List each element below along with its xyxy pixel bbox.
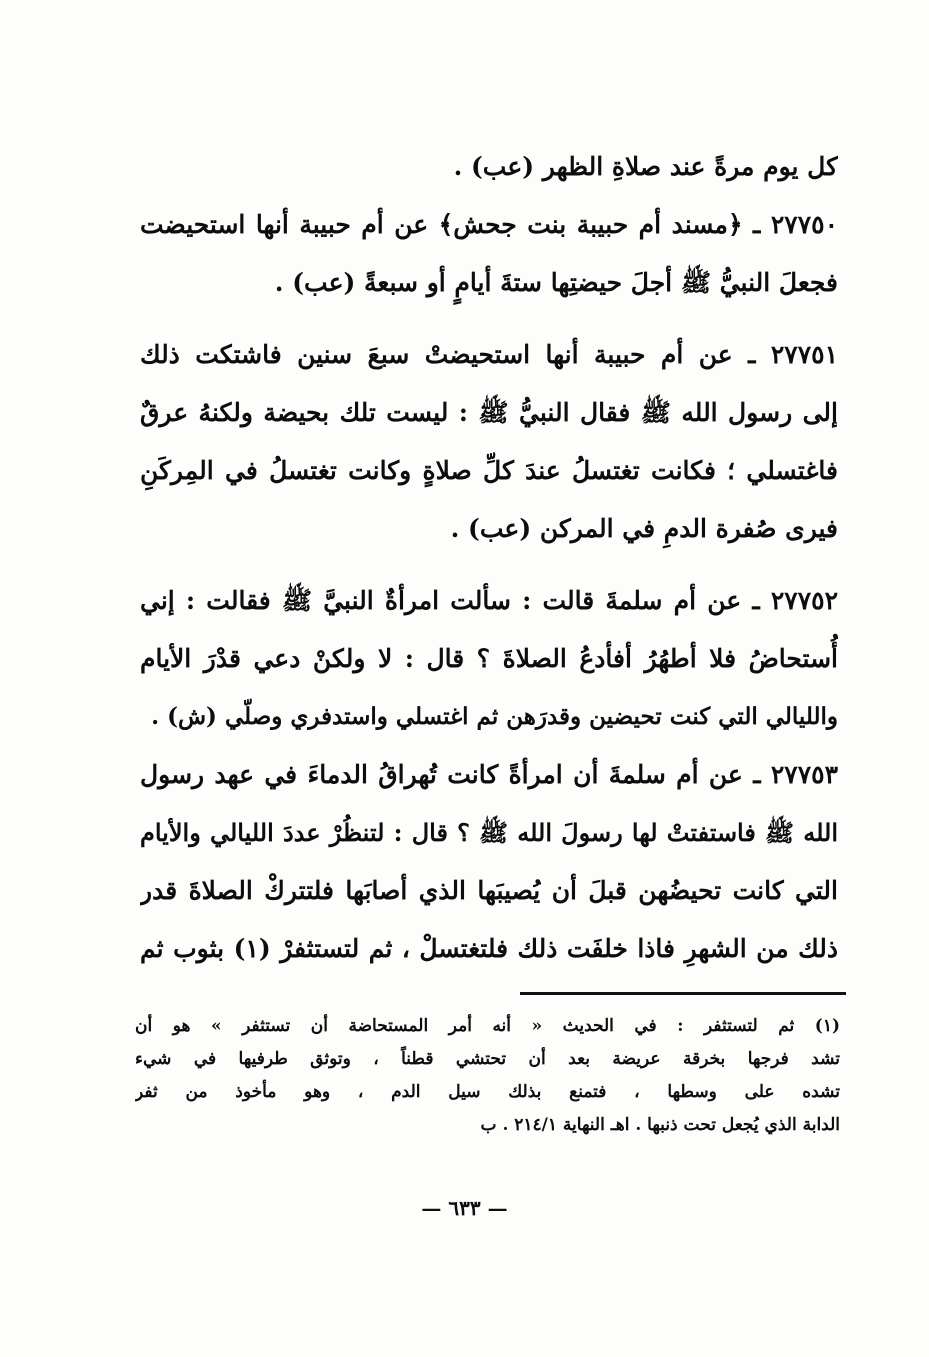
- footnote-divider: [520, 992, 846, 995]
- main-text: [140, 138, 838, 978]
- footnote-line: تشده على وسطها ، فتمنع بذلك سيل الدم ، وهو مأخوذ من ثفر: [135, 1082, 840, 1102]
- text-line: فيرى صُفرة الدمِ في المركن (عب) .: [450, 514, 838, 543]
- text-line: التي كانت تحيضُهن قبلَ أن يُصيبَها الذي أصابَها فلتتركْ الصلاةَ قدر: [140, 876, 838, 905]
- text-line: ٢٧٧٥٠ ـ ﴿مسند أم حبيبة بنت جحش﴾ عن أم حبيبة أنها استحيضت: [140, 210, 838, 239]
- footnote-line: تشد فرجها بخرقة عريضة بعد أن تحتشي قطناً ، وتوثق طرفيها في شيء: [135, 1049, 840, 1069]
- text-line: والليالي التي كنت تحيضين وقدرَهن ثم اغتسلي واستدفري وصلّي (ش) .: [151, 703, 838, 730]
- text-line: فاغتسلي ؛ فكانت تغتسلُ عندَ كلِّ صلاةٍ وكانت تغتسلُ في المِركَنِ: [140, 456, 838, 485]
- footnote-line: (١) ثم لتستثفر : في الحديث « أنه أمر المستحاضة أن تستثفر » هو أن: [135, 1016, 840, 1036]
- text-line: ذلك من الشهرِ فاذا خلفَت ذلك فلتغتسلْ ، ثم لتستثفرْ (١) بثوب ثم: [140, 934, 838, 963]
- footnotes: [135, 1010, 840, 1142]
- text-line: ٢٧٧٥١ ـ عن أم حبيبة أنها استحيضتْ سبعَ سنين فاشتكت ذلك: [140, 340, 838, 369]
- text-line: ٢٧٧٥٢ ـ عن أم سلمةَ قالت : سألت امرأةٌ النبيَّ ﷺ فقالت : إني: [140, 586, 838, 615]
- page-number: — ٦٣٣ —: [421, 1196, 508, 1220]
- text-line: كل يوم مرةً عند صلاةِ الظهر (عب) .: [453, 152, 838, 181]
- text-line: فجعلَ النبيُّ ﷺ أجلَ حيضتِها ستةَ أيامٍ أو سبعةً (عب) .: [274, 268, 838, 297]
- footnote-line: الدابة الذي يُجعل تحت ذنبها . اهـ النهاية ٢١٤/١ . ب: [480, 1115, 840, 1135]
- text-line: ٢٧٧٥٣ ـ عن أم سلمةَ أن امرأةً كانت تُهراقُ الدماءَ في عهد رسول: [140, 760, 838, 789]
- text-line: إلى رسول الله ﷺ فقال النبيُّ ﷺ : ليست تلك بحيضة ولكنهُ عرقٌ: [140, 398, 838, 427]
- text-line: الله ﷺ فاستفتتْ لها رسولَ الله ﷺ ؟ قال : لتنظُرْ عددَ الليالي والأيام: [140, 818, 838, 847]
- text-line: أُستحاضُ فلا أطهُرُ أفأدعُ الصلاةَ ؟ قال : لا ولكنْ دعي قدْرَ الأيام: [140, 644, 838, 673]
